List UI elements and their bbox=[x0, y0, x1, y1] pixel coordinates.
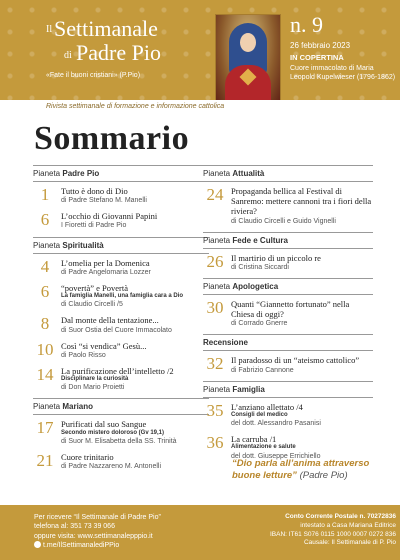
article-author: di Suor M. Elisabetta della SS. Trinità bbox=[61, 437, 177, 445]
article-subtitle: Disciplinare la curiosità bbox=[61, 376, 129, 383]
footer-iban: IBAN: IT61 S076 0115 1000 0007 0272 836 bbox=[269, 530, 396, 538]
toc-entry[interactable] bbox=[33, 341, 209, 360]
toc-entry[interactable] bbox=[33, 283, 209, 309]
page-number: 35 bbox=[206, 400, 224, 420]
page-number: 6 bbox=[40, 210, 50, 230]
article-title: “povertà” e Povertà bbox=[61, 282, 129, 293]
article-author: di Corrado Gnerre bbox=[231, 320, 288, 328]
logo-word-padre-pio: Padre Pio bbox=[76, 40, 161, 65]
article-title: Tutto è dono di Dio bbox=[61, 186, 128, 196]
logo-word-settimanale: Settimanale bbox=[54, 16, 158, 41]
article-author: del dott. Alessandro Pasanisi bbox=[231, 420, 321, 428]
article-author: di Claudio Circelli /5 bbox=[61, 301, 123, 309]
article-subtitle: Alimentazione e salute bbox=[231, 444, 296, 451]
article-title: L’anziano allettato /4 bbox=[231, 401, 303, 412]
page-number: 21 bbox=[36, 450, 54, 470]
page-title: Sommario bbox=[34, 120, 190, 157]
toc-entry[interactable] bbox=[33, 186, 209, 205]
section-header-famiglia: Pianeta Famiglia bbox=[203, 381, 373, 398]
article-author: di Cristina Siccardi bbox=[231, 263, 289, 271]
article-title: Cuore trinitario bbox=[61, 451, 114, 462]
section-header-apologetica: Pianeta Apologetica bbox=[203, 278, 373, 295]
toc-entry[interactable] bbox=[33, 452, 209, 471]
page-number: 8 bbox=[40, 314, 50, 334]
page-number: 32 bbox=[206, 354, 224, 374]
article-title: Propaganda bellica al Festival di Sanremo: mettere cannoni tra i fiori della riviera? bbox=[231, 186, 372, 217]
article-title: Purificati dal suo Sangue bbox=[61, 419, 147, 430]
page-number: 30 bbox=[206, 297, 224, 317]
article-author: di Suor Ostia del Cuore Immacolato bbox=[61, 326, 172, 334]
section-header-padre-pio: Pianeta Padre Pio bbox=[33, 165, 209, 182]
footer-holder: intestato a Casa Mariana Editrice bbox=[300, 521, 396, 529]
page-number: 6 bbox=[40, 281, 50, 301]
section-header-mariano: Pianeta Mariano bbox=[33, 398, 209, 415]
section-header-recensione: Recensione bbox=[203, 334, 373, 351]
footer-telegram-link[interactable]: t.me/IlSettimanalediPPio bbox=[34, 541, 161, 550]
toc-entry[interactable] bbox=[203, 355, 373, 374]
magazine-subtitle: Rivista settimanale di formazione e informazione cattolica bbox=[46, 103, 225, 110]
issue-number: n. 9 bbox=[290, 12, 323, 37]
article-title: L’occhio di Giovanni Papini bbox=[61, 211, 158, 222]
toc-entry[interactable] bbox=[33, 366, 209, 392]
quote-text: “Dio parla all’anima attraverso buone letture” bbox=[232, 458, 370, 482]
page-number: 1 bbox=[40, 185, 50, 204]
toc-entry[interactable] bbox=[33, 419, 209, 445]
section-header-fede-cultura: Pianeta Fede e Cultura bbox=[203, 232, 373, 249]
article-author: del dott. Giuseppe Errichiello bbox=[231, 452, 321, 460]
toc-right-column bbox=[203, 165, 373, 467]
article-title: Così “si vendica” Gesù... bbox=[61, 340, 147, 351]
article-author: di Padre Nazzareno M. Antonelli bbox=[61, 463, 161, 470]
article-title: Dal monte della tentazione... bbox=[61, 315, 159, 326]
footer-account: Conto Corrente Postale n. 70272836 bbox=[285, 513, 396, 520]
section-header-attualita: Pianeta Attualità bbox=[203, 165, 373, 182]
toc-entry[interactable] bbox=[203, 434, 373, 460]
toc-entry[interactable] bbox=[203, 253, 373, 272]
toc-entry[interactable] bbox=[33, 315, 209, 334]
page-number: 24 bbox=[206, 185, 224, 204]
telegram-icon bbox=[34, 541, 41, 548]
article-title: Il paradosso di un “ateismo cattolico” bbox=[231, 355, 360, 366]
article-subtitle: La famiglia Manelli, una famiglia cara a Dio bbox=[61, 293, 184, 300]
footer-causale: Causale: Il Settimanale di P. Pio bbox=[303, 539, 396, 547]
footer-contact bbox=[34, 513, 161, 551]
page-number: 17 bbox=[36, 418, 54, 438]
article-author: di Claudio Circelli e Guido Vignelli bbox=[231, 217, 336, 225]
footer-subscribe-line: Per ricevere “Il Settimanale di Padre Pio” bbox=[34, 514, 161, 521]
toc-entry[interactable] bbox=[203, 299, 373, 328]
toc-entry[interactable] bbox=[33, 258, 209, 277]
header-banner bbox=[0, 0, 400, 100]
footer-banner bbox=[0, 505, 400, 560]
article-title: La purificazione dell’intelletto /2 bbox=[61, 365, 174, 376]
cover-painting-image bbox=[215, 14, 281, 100]
footer-website-link[interactable]: oppure visita: www.settimanalepppio.it bbox=[34, 532, 153, 540]
article-author: di Don Mario Proietti bbox=[61, 384, 125, 392]
article-title: Il martirio di un piccolo re bbox=[231, 252, 321, 263]
issue-date: 26 febbraio 2023 bbox=[290, 41, 351, 50]
cover-label: IN COPERTINA bbox=[290, 53, 344, 62]
article-title: La carruba /1 bbox=[231, 434, 277, 445]
page-number: 26 bbox=[206, 251, 224, 271]
page-number: 14 bbox=[36, 364, 54, 384]
logo-il: Il bbox=[46, 24, 53, 35]
page-number: 36 bbox=[206, 433, 224, 453]
article-author: di Paolo Risso bbox=[61, 351, 106, 359]
cover-description: Cuore immacolato di Maria Leopold Kupelwieser (1796-1862) bbox=[290, 65, 396, 82]
toc-left-column bbox=[33, 165, 209, 477]
article-subtitle: Consigli del medico bbox=[231, 411, 288, 418]
issue-info bbox=[290, 14, 350, 50]
article-author: di Padre Angelomaria Lozzer bbox=[61, 268, 151, 276]
quote-author: (Padre Pio) bbox=[299, 470, 348, 482]
footer-payment bbox=[258, 513, 396, 548]
toc-entry[interactable] bbox=[203, 186, 373, 226]
article-title: Quanti “Giannetto fortunato” nella Chiesa di oggi? bbox=[231, 298, 350, 320]
article-author: I Fioretti di Padre Pio bbox=[61, 222, 127, 230]
toc-entry[interactable] bbox=[203, 402, 373, 428]
motto: «Fate il buoni cristiani» (P.Pio) bbox=[46, 72, 141, 79]
section-header-spiritualita: Pianeta Spiritualità bbox=[33, 237, 209, 254]
article-author: di Padre Stefano M. Manelli bbox=[61, 197, 147, 205]
article-subtitle: Secondo mistero doloroso (Gv 19,1) bbox=[61, 429, 165, 436]
article-author: di Fabrizio Cannone bbox=[231, 366, 294, 374]
toc-entry[interactable] bbox=[33, 211, 209, 230]
article-title: L’omelia per la Domenica bbox=[61, 257, 150, 268]
footer-phone[interactable]: telefona al: 351 73 39 066 bbox=[34, 523, 115, 531]
page-number: 4 bbox=[40, 256, 50, 276]
logo-di: di bbox=[64, 50, 72, 61]
page-number: 10 bbox=[36, 339, 54, 359]
padre-pio-quote bbox=[232, 458, 392, 483]
